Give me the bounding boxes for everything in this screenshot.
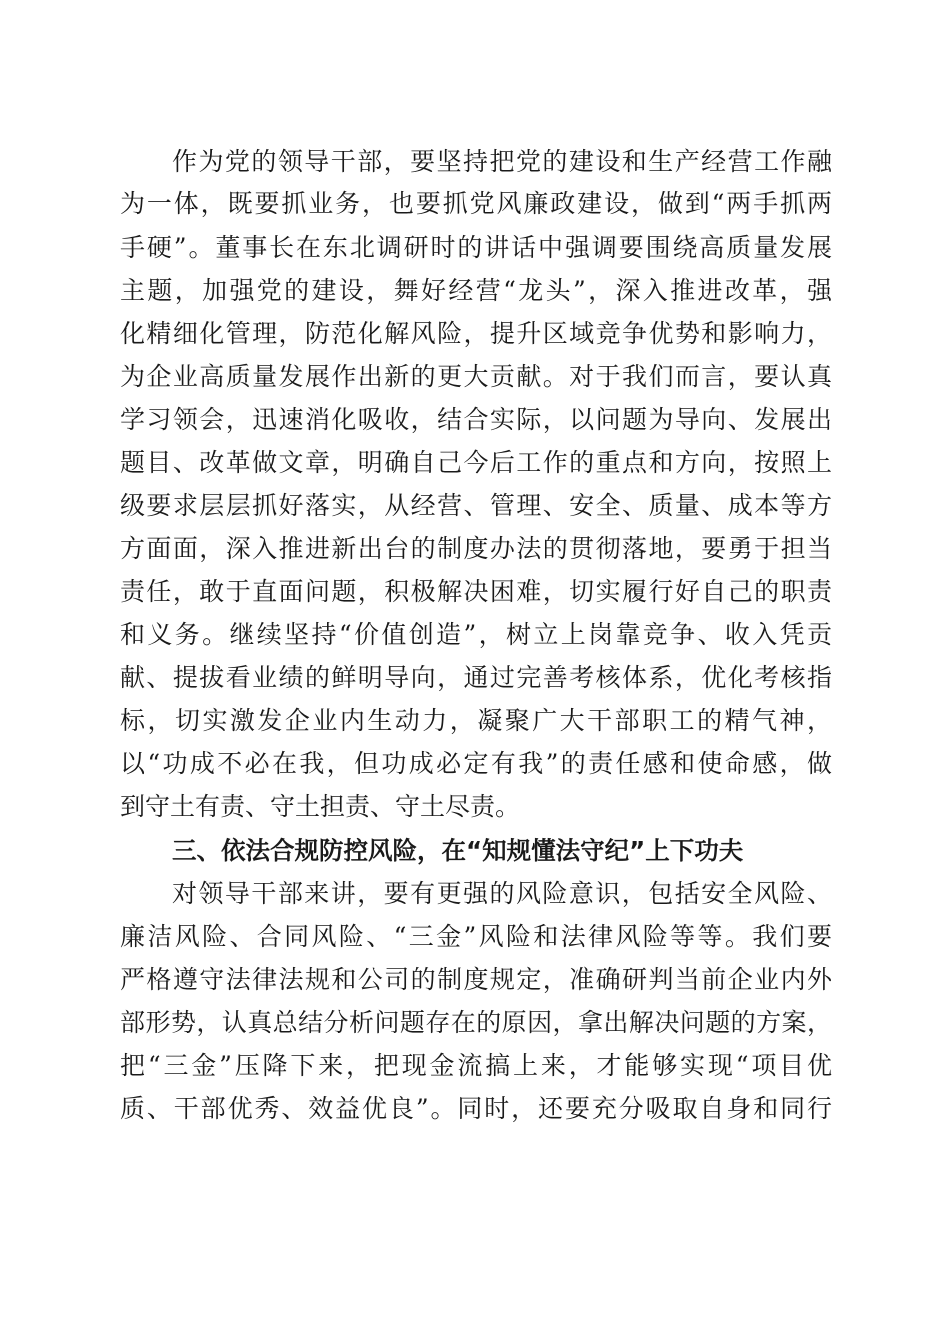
paragraph-1-line-4: 主题，加强党的建设，舞好经营“龙头”，深入推进改革，强: [120, 276, 832, 305]
paragraph-1-line-3: 手硬”。董事长在东北调研时的讲话中强调要围绕高质量发展: [120, 233, 832, 262]
paragraph-1-line-8: 题目、改革做文章，明确自己今后工作的重点和方向，按照上: [120, 448, 832, 477]
paragraph-2-line-6: 质、干部优秀、效益优良”。同时，还要充分吸取自身和同行: [120, 1094, 832, 1123]
paragraph-1-line-9: 级要求层层抓好落实，从经营、管理、安全、质量、成本等方: [120, 491, 832, 520]
paragraph-1-line-13: 献、提拔看业绩的鲜明导向，通过完善考核体系，优化考核指: [120, 663, 832, 692]
paragraph-2-line-2: 廉洁风险、合同风险、“三金”风险和法律风险等等。我们要: [120, 922, 832, 951]
paragraph-1-line-10: 方面面，深入推进新出台的制度办法的贯彻落地，要勇于担当: [120, 534, 832, 563]
paragraph-2-line-5: 把“三金”压降下来，把现金流搞上来，才能够实现“项目优: [120, 1051, 832, 1080]
paragraph-1-line-11: 责任，敢于直面问题，积极解决困难，切实履行好自己的职责: [120, 577, 832, 606]
paragraph-1-line-5: 化精细化管理，防范化解风险，提升区域竞争优势和影响力，: [120, 319, 832, 348]
paragraph-2-line-3: 严格遵守法律法规和公司的制度规定，准确研判当前企业内外: [120, 965, 832, 994]
paragraph-2-line-1: 对领导干部来讲，要有更强的风险意识，包括安全风险、: [172, 879, 832, 908]
paragraph-1-line-2: 为一体，既要抓业务，也要抓党风廉政建设，做到“两手抓两: [120, 189, 832, 218]
paragraph-1-line-1: 作为党的领导干部，要坚持把党的建设和生产经营工作融: [172, 147, 832, 176]
paragraph-2-line-4: 部形势，认真总结分析问题存在的原因，拿出解决问题的方案，: [120, 1008, 832, 1037]
paragraph-1-line-16: 到守土有责、守土担责、守土尽责。: [120, 792, 521, 821]
section-heading: 三、依法合规防控风险，在“知规懂法守纪”上下功夫: [172, 836, 744, 865]
paragraph-1-line-14: 标，切实激发企业内生动力，凝聚广大干部职工的精气神，: [120, 706, 832, 735]
paragraph-1-line-15: 以“功成不必在我，但功成必定有我”的责任感和使命感，做: [120, 749, 832, 778]
paragraph-1-line-6: 为企业高质量发展作出新的更大贡献。对于我们而言，要认真: [120, 362, 832, 391]
paragraph-1-line-12: 和义务。继续坚持“价值创造”，树立上岗靠竞争、收入凭贡: [120, 620, 832, 649]
paragraph-1-line-7: 学习领会，迅速消化吸收，结合实际，以问题为导向、发展出: [120, 405, 832, 434]
